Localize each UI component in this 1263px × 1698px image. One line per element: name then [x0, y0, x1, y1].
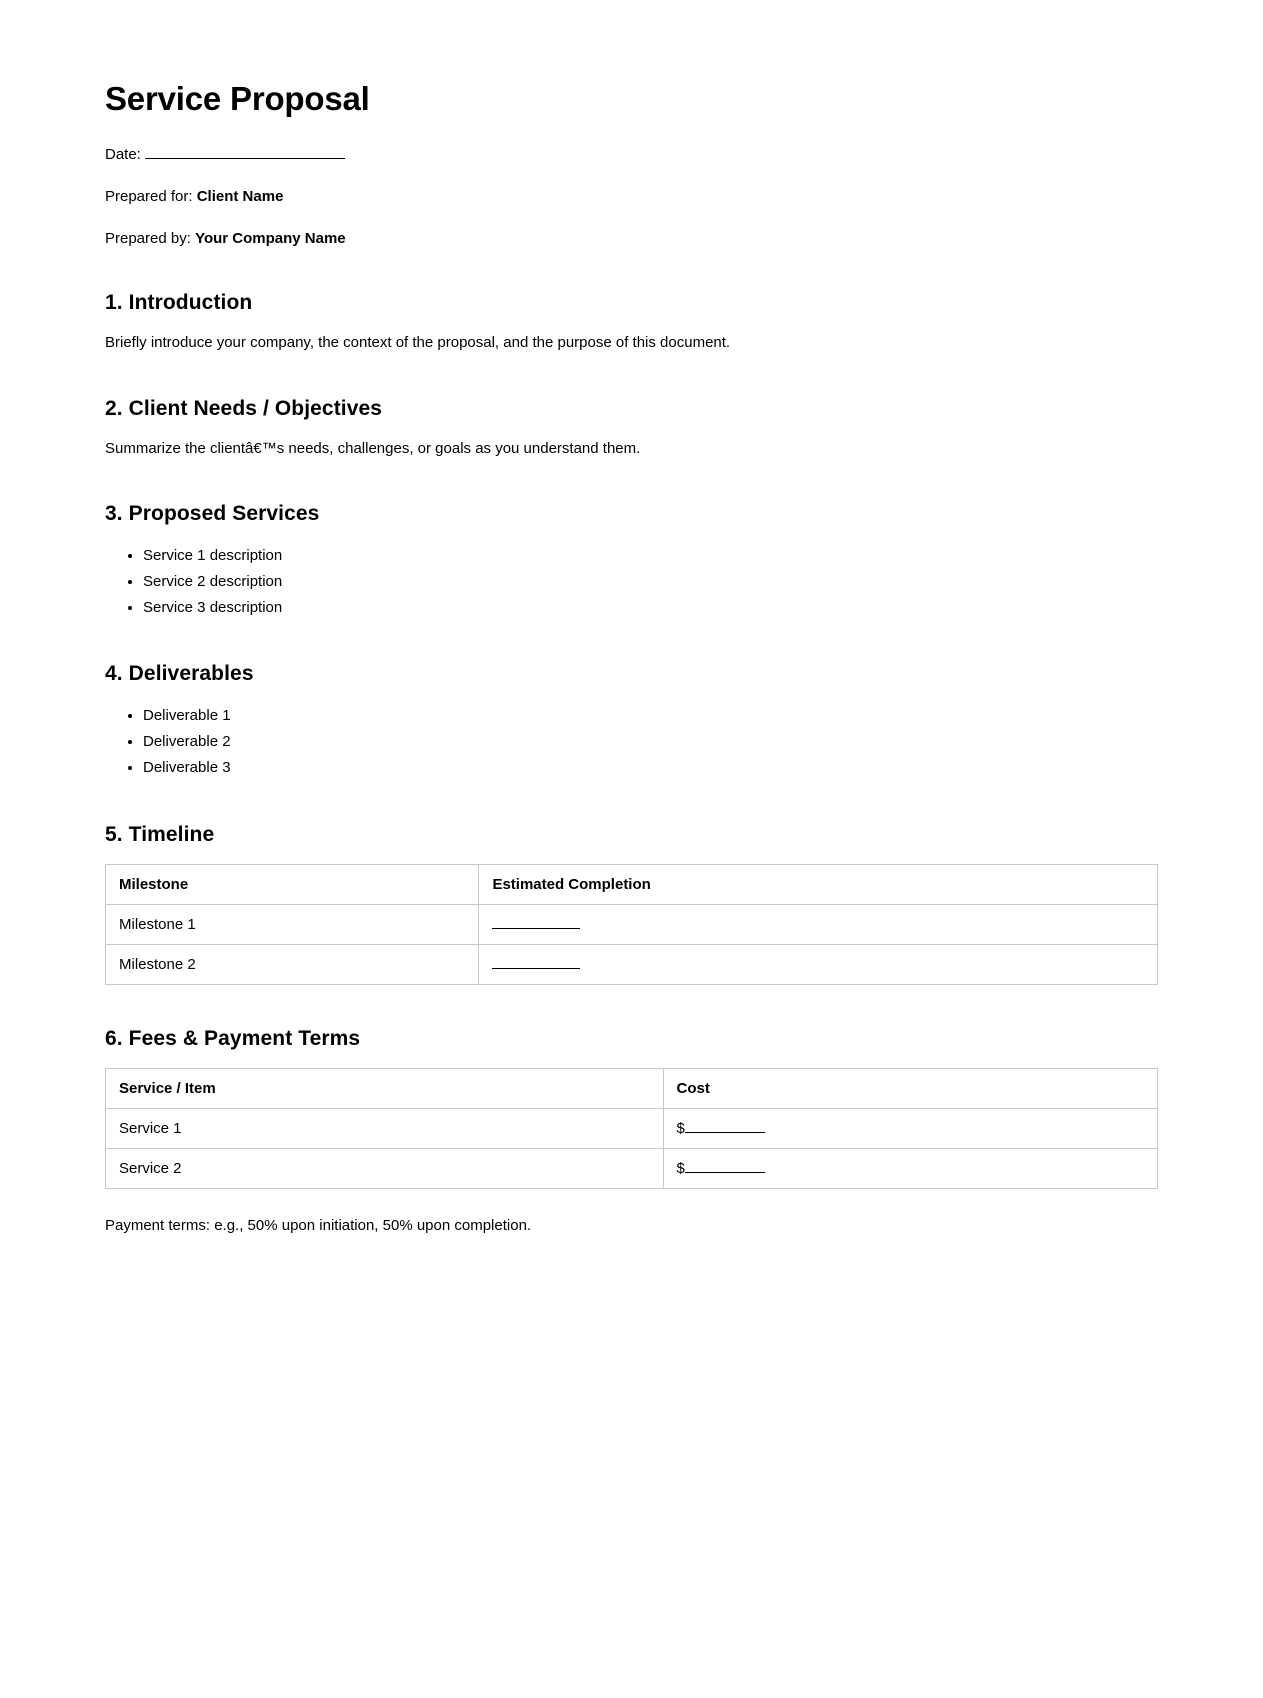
- column-header-cost: Cost: [663, 1068, 1157, 1108]
- cell-milestone-name: Milestone 2: [106, 944, 479, 984]
- completion-blank[interactable]: [492, 928, 580, 929]
- cost-blank[interactable]: [685, 1172, 765, 1173]
- section-heading-timeline: 5. Timeline: [105, 822, 215, 846]
- list-item: • Service 3 description: [143, 595, 1158, 621]
- prepared-for-line: [105, 186, 1158, 207]
- cell-service-cost: [663, 1148, 1157, 1188]
- table-header-row: [106, 1068, 1158, 1108]
- currency-symbol: $: [676, 1159, 685, 1177]
- cell-milestone-name: Milestone 1: [106, 904, 479, 944]
- cell-milestone-completion: [479, 944, 1158, 984]
- column-header-milestone: Milestone: [106, 864, 479, 904]
- cell-service-name: Service 1: [106, 1108, 664, 1148]
- table-row: [106, 1108, 1158, 1148]
- cell-service-name: Service 2: [106, 1148, 664, 1188]
- list-item: • Deliverable 1: [143, 703, 1158, 729]
- section-heading-client-needs: 2. Client Needs / Objectives: [105, 396, 383, 420]
- proposed-services-list: [105, 543, 1158, 620]
- list-item: • Service 1 description: [143, 543, 1158, 569]
- list-item: • Deliverable 2: [143, 729, 1158, 755]
- list-item: • Deliverable 3: [143, 755, 1158, 781]
- column-header-estimated-completion: Estimated Completion: [479, 864, 1158, 904]
- column-header-service-item: Service / Item: [106, 1068, 664, 1108]
- table-row: [106, 904, 1158, 944]
- section-heading-introduction: 1. Introduction: [105, 291, 253, 314]
- deliverables-list: [105, 703, 1158, 780]
- table-row: [106, 1148, 1158, 1188]
- section-heading-proposed-services: 3. Proposed Services: [105, 502, 320, 525]
- date-input-blank[interactable]: [145, 158, 345, 159]
- date-line: [105, 144, 1158, 165]
- payment-terms-note: Payment terms: e.g., 50% upon initiation, 50% upon completion.: [105, 1216, 532, 1234]
- prepared-by-line: [105, 228, 1158, 249]
- currency-symbol: $: [676, 1119, 685, 1137]
- timeline-table: [105, 864, 1158, 985]
- section-heading-deliverables: 4. Deliverables: [105, 662, 254, 686]
- fees-table: [105, 1068, 1158, 1189]
- table-row: [106, 944, 1158, 984]
- prepared-for-label: Prepared for:: [105, 188, 193, 205]
- list-item: • Service 2 description: [143, 569, 1158, 595]
- cost-blank[interactable]: [685, 1132, 765, 1133]
- prepared-by-label: Prepared by:: [105, 230, 191, 247]
- section-text-introduction: Briefly introduce your company, the context of the proposal, and the purpose of this document.: [105, 334, 731, 351]
- cell-milestone-completion: [479, 904, 1158, 944]
- cell-service-cost: [663, 1108, 1157, 1148]
- page-title: Service Proposal: [105, 80, 370, 117]
- completion-blank[interactable]: [492, 968, 580, 969]
- prepared-by-value: Your Company Name: [195, 230, 346, 247]
- date-label: Date:: [105, 146, 141, 163]
- table-header-row: [106, 864, 1158, 904]
- section-text-client-needs: Summarize the clientâ€™s needs, challenges, or goals as you understand them.: [105, 439, 641, 457]
- prepared-for-value: Client Name: [196, 188, 284, 205]
- section-heading-fees-payment-terms: 6. Fees & Payment Terms: [105, 1026, 361, 1050]
